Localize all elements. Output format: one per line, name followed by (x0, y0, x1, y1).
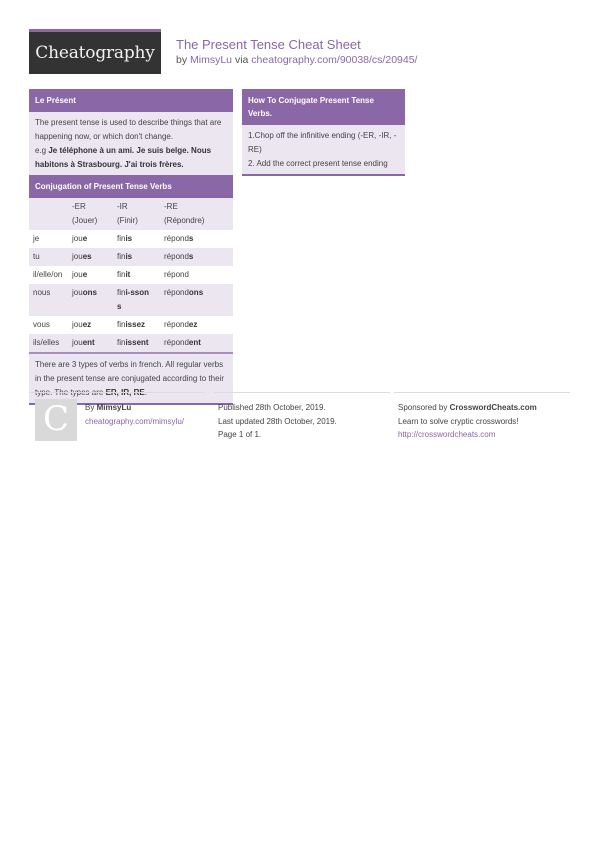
footer-author (29, 392, 205, 440)
header-cell-ir: -IR (Finir) (114, 198, 158, 230)
table-row (29, 284, 233, 316)
avatar[interactable]: C (35, 399, 77, 441)
le-present-header: Le Présent (29, 89, 233, 112)
pronoun-cell: je (29, 230, 69, 248)
er-cell: joues (69, 248, 114, 266)
updated-date: Last updated 28th October, 2019. (218, 416, 337, 426)
via-text: via (232, 54, 252, 66)
author-link[interactable]: MimsyLu (190, 54, 233, 66)
ir-cell: finit (114, 266, 158, 284)
er-cell: jouent (69, 334, 114, 352)
er-cell: jouons (69, 284, 114, 316)
table-row (29, 266, 233, 284)
table-row (29, 334, 233, 352)
by-label: By (85, 403, 97, 412)
ir-cell: finis (114, 230, 158, 248)
logo-text: Cheatography (35, 43, 155, 63)
published-date: Published 28th October, 2019. (218, 403, 326, 412)
how-to-header: How To Conjugate Present Tense Verbs. (242, 89, 405, 125)
example-sentences: Je téléphone à un ami. Je suis belge. Nous habitons à Strasbourg. J'ai trois frères. (35, 146, 212, 169)
table-row (29, 230, 233, 248)
re-cell: répondent (158, 334, 233, 352)
header-cell-er: -ER (Jouer) (69, 198, 114, 230)
pronoun-cell: ils/elles (29, 334, 69, 352)
conjugation-table (29, 198, 233, 352)
byline (176, 54, 417, 66)
how-to-body (242, 125, 405, 174)
re-cell: répond (158, 266, 233, 284)
conjugation-box (29, 175, 233, 405)
er-cell: joue (69, 266, 114, 284)
re-cell: répondons (158, 284, 233, 316)
conjugation-header: Conjugation of Present Tense Verbs (29, 175, 233, 198)
er-cell: jouez (69, 316, 114, 334)
sponsor-name: CrosswordCheats.com (449, 403, 537, 412)
ir-cell: finissez (114, 316, 158, 334)
sponsor-url-link[interactable]: http://crosswordcheats.com (398, 430, 496, 439)
footer-sponsor (394, 392, 570, 442)
ir-cell: finissent (114, 334, 158, 352)
le-present-box (29, 89, 233, 177)
re-cell: réponds (158, 248, 233, 266)
conjugation-note: There are 3 types of verbs in french. All regular verbs in the present tense are conjugated according to their type. The types are ER, IR, RE. (29, 352, 233, 403)
by-prefix: by (176, 54, 191, 66)
re-cell: réponds (158, 230, 233, 248)
cheatography-logo[interactable] (29, 29, 161, 74)
table-row (29, 316, 233, 334)
table-row (29, 248, 233, 266)
footer-dates (214, 392, 390, 442)
example-prefix: e.g (35, 146, 49, 155)
page-title[interactable]: The Present Tense Cheat Sheet (176, 37, 361, 52)
ir-cell: fini-ssons (114, 284, 158, 316)
table-header-row (29, 198, 233, 230)
header-cell-re: -RE (Répondre) (158, 198, 233, 230)
footer (29, 392, 573, 452)
sponsor-prefix: Sponsored by (398, 403, 450, 412)
pronoun-cell: vous (29, 316, 69, 334)
le-present-body (29, 112, 233, 175)
le-present-text: The present tense is used to describe things that are happening now, or which don't change. (35, 118, 222, 141)
header-cell (29, 198, 69, 230)
ir-cell: finis (114, 248, 158, 266)
page-count: Page 1 of 1. (218, 430, 262, 439)
pronoun-cell: nous (29, 284, 69, 316)
sheet-url-link[interactable]: cheatography.com/90038/cs/20945/ (251, 54, 418, 66)
footer-author-name: MimsyLu (96, 403, 132, 412)
pronoun-cell: il/elle/on (29, 266, 69, 284)
er-cell: joue (69, 230, 114, 248)
how-to-conjugate-box (242, 89, 405, 176)
pronoun-cell: tu (29, 248, 69, 266)
sponsor-tagline: Learn to solve cryptic crosswords! (398, 416, 519, 426)
step-2: 2. Add the correct present tense ending (248, 159, 388, 168)
step-1: 1.Chop off the infinitive ending (-ER, -IR, -RE) (248, 131, 397, 154)
re-cell: répondez (158, 316, 233, 334)
author-url-link[interactable]: cheatography.com/mimsylu/ (85, 416, 184, 426)
